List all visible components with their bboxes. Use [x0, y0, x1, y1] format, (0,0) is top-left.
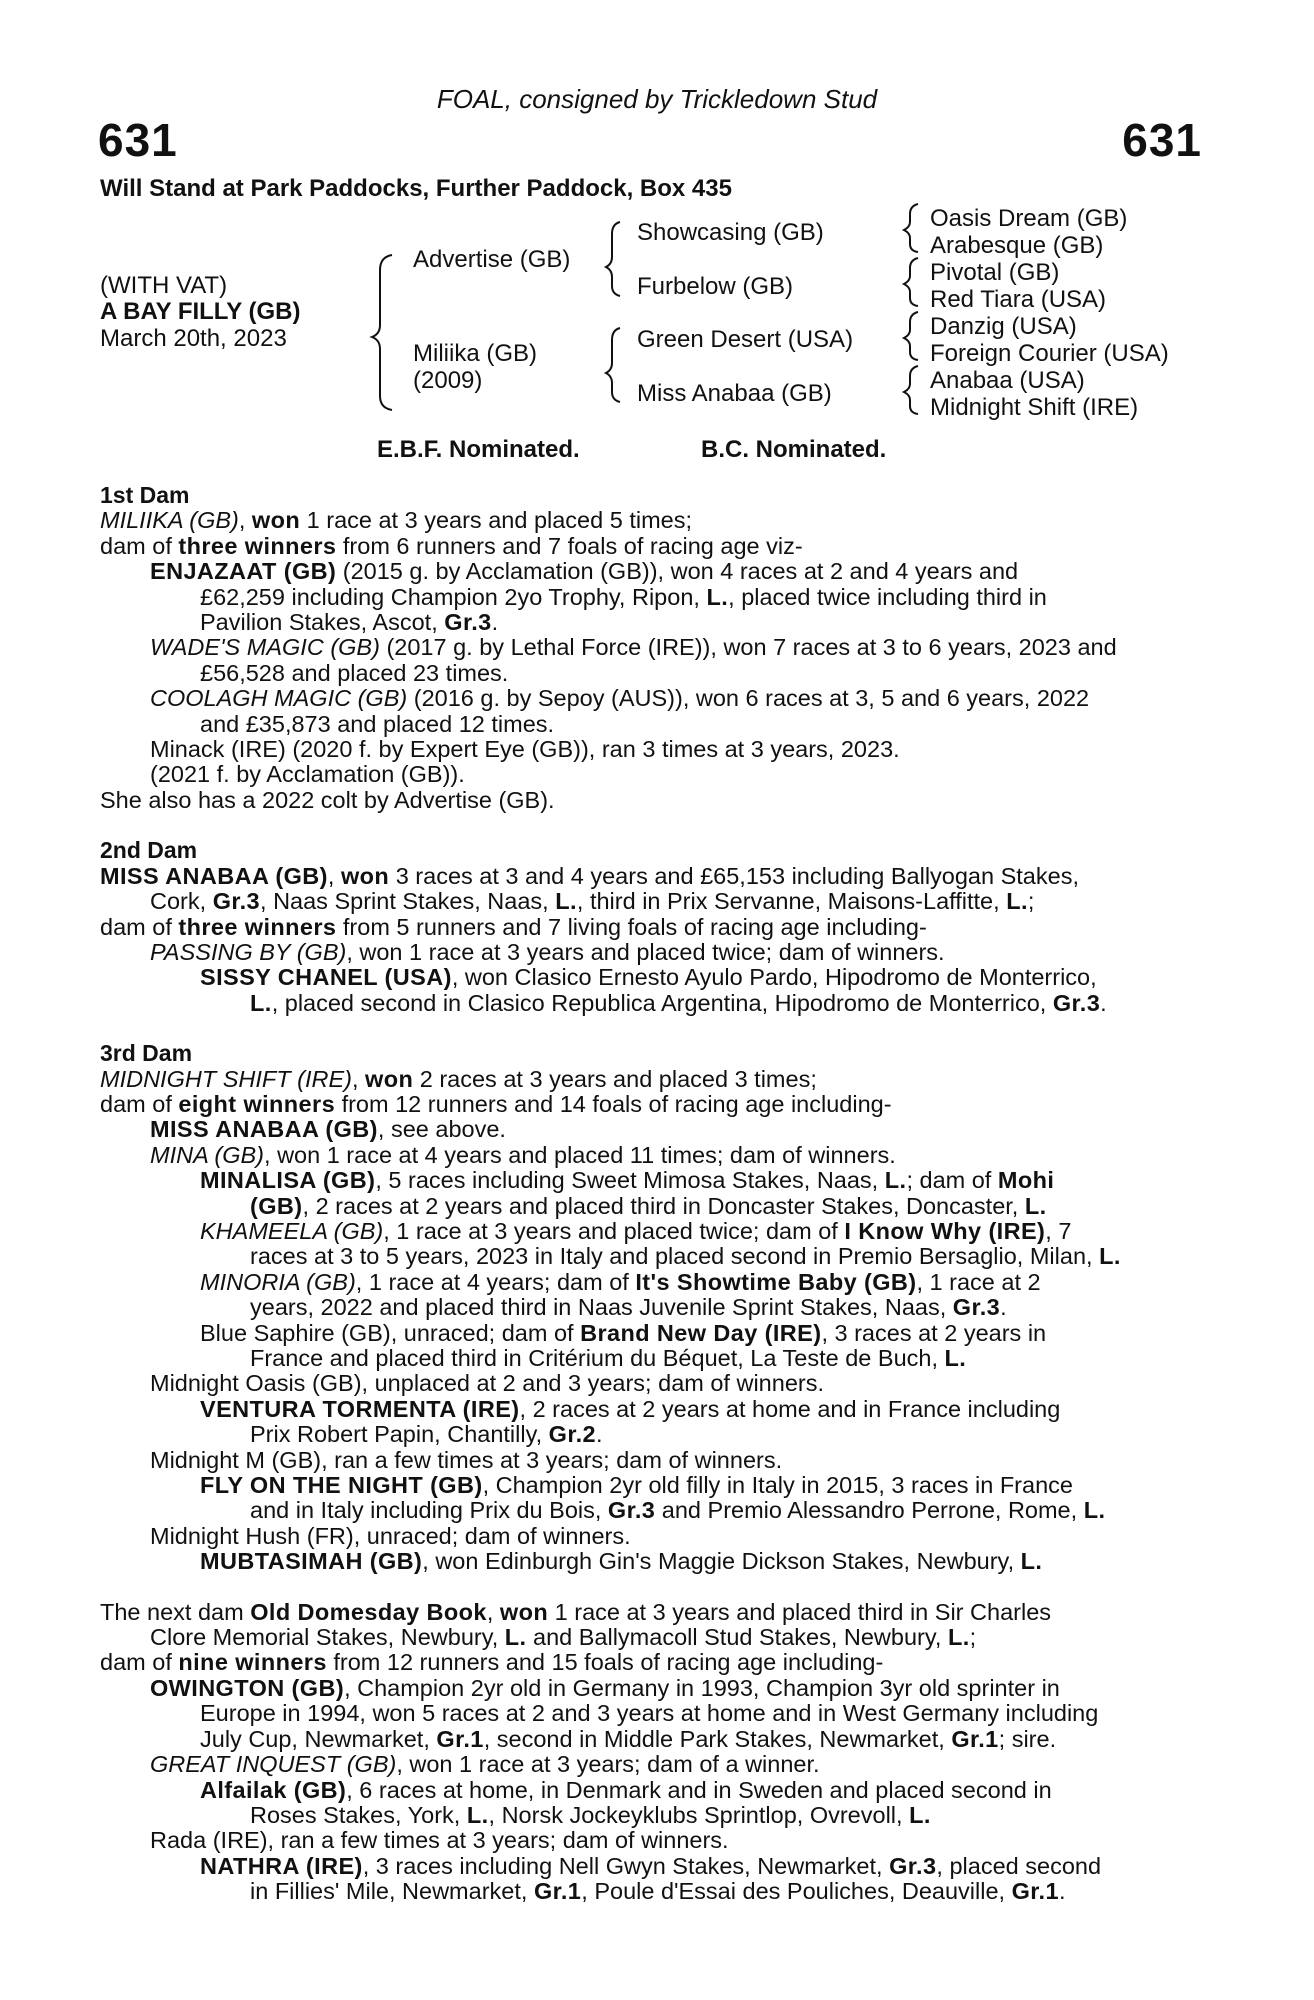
progeny-name: MINORIA (GB) [200, 1268, 356, 1295]
ggp-3: Pivotal (GB) [930, 259, 1060, 286]
first-dam-line: Minack (IRE) (2020 f. by Expert Eye (GB)), ran 3 times at 3 years, 2023. [150, 736, 900, 763]
progeny-name: GREAT INQUEST (GB) [150, 1751, 397, 1778]
next-dam-line: Roses Stakes, York, L., Norsk Jockeyklubs Sprintlop, Ovrevoll, L. [250, 1801, 931, 1828]
progeny-name: COOLAGH MAGIC (GB) [150, 685, 408, 712]
progeny-name: MINALISA (GB) [200, 1167, 376, 1194]
next-dam-line: Alfailak (GB), 6 races at home, in Denmark and in Sweden and placed second in [200, 1776, 1052, 1803]
next-dam-line: The next dam Old Domesday Book, won 1 race at 3 years and placed third in Sir Charles [100, 1598, 1052, 1625]
first-dam-line: MILIIKA (GB), won 1 race at 3 years and placed 5 times; [100, 507, 692, 534]
third-dam-line: Blue Saphire (GB), unraced; dam of Brand New Day (IRE), 3 races at 2 years in [200, 1319, 1047, 1346]
sire-dam: Furbelow (GB) [637, 273, 794, 300]
first-dam-line: (2021 f. by Acclamation (GB)). [150, 761, 465, 788]
ggp-4: Red Tiara (USA) [930, 286, 1107, 313]
next-dam-line: Rada (IRE), ran a few times at 3 years; dam of winners. [150, 1827, 729, 1854]
third-dam-line: VENTURA TORMENTA (IRE), 2 races at 2 years at home and in France including [200, 1395, 1061, 1422]
next-dam-line: dam of nine winners from 12 runners and 15 foals of racing age including- [100, 1649, 884, 1676]
progeny-name: FLY ON THE NIGHT (GB) [200, 1472, 483, 1499]
next-dam-line: NATHRA (IRE), 3 races including Nell Gwyn Stakes, Newmarket, Gr.3, placed second [200, 1852, 1102, 1879]
sire-sire: Showcasing (GB) [637, 219, 824, 246]
next-dam-line: GREAT INQUEST (GB), won 1 race at 3 years; dam of a winner. [150, 1751, 820, 1778]
dam-year: (2009) [413, 367, 483, 394]
progeny-name: MUBTASIMAH (GB) [200, 1548, 423, 1575]
first-dam-line: £62,259 including Champion 2yo Trophy, Ripon, L., placed twice including third in [200, 583, 1047, 610]
dam-sire: Green Desert (USA) [637, 326, 854, 353]
first-dam-line: Pavilion Stakes, Ascot, Gr.3. [200, 609, 499, 636]
progeny-name: VENTURA TORMENTA (IRE) [200, 1395, 520, 1422]
second-dam-line: PASSING BY (GB), won 1 race at 3 years and placed twice; dam of winners. [150, 938, 945, 965]
second-dam-line: MISS ANABAA (GB), won 3 races at 3 and 4 years and £65,153 including Ballyogan Stakes, [100, 862, 1079, 889]
third-dam-line: races at 3 to 5 years, 2023 in Italy and placed second in Premio Bersaglio, Milan, L. [250, 1243, 1121, 1270]
progeny-name: ENJAZAAT (GB) [150, 558, 337, 585]
ggp-7: Anabaa (USA) [930, 367, 1085, 394]
second-dam-line: dam of three winners from 5 runners and 7 living foals of racing age including- [100, 913, 927, 940]
next-dam-line: OWINGTON (GB), Champion 2yr old in Germany in 1993, Champion 3yr old sprinter in [150, 1674, 1060, 1701]
ggp-2: Arabesque (GB) [930, 232, 1104, 259]
ggp-1: Oasis Dream (GB) [930, 205, 1128, 232]
dam-name: MISS ANABAA (GB) [100, 862, 328, 889]
ggp-5: Danzig (USA) [930, 313, 1077, 340]
third-dam-line: MIDNIGHT SHIFT (IRE), won 2 races at 3 years and placed 3 times; [100, 1065, 817, 1092]
progeny-name: MINA (GB) [150, 1141, 265, 1168]
progeny-name: SISSY CHANEL (USA) [200, 964, 452, 991]
dam-dam: Miss Anabaa (GB) [637, 380, 832, 407]
next-dam-line: in Fillies' Mile, Newmarket, Gr.1, Poule d'Essai des Pouliches, Deauville, Gr.1. [250, 1878, 1066, 1905]
progeny-name: MISS ANABAA (GB) [150, 1116, 378, 1143]
catalogue-body [100, 483, 1205, 1905]
first-dam-line: She also has a 2022 colt by Advertise (GB). [100, 786, 555, 813]
lot-number-left: 631 [98, 114, 178, 166]
second-dam-line: Cork, Gr.3, Naas Sprint Stakes, Naas, L., third in Prix Servanne, Maisons-Laffitte, L.; [150, 888, 1035, 915]
ggp-8: Midnight Shift (IRE) [930, 394, 1139, 421]
consigner-line: FOAL, consigned by Trickledown Stud [436, 84, 878, 114]
stand-location: Will Stand at Park Paddocks, Further Paddock, Box 435 [100, 175, 732, 202]
first-dam-line: £56,528 and placed 23 times. [200, 659, 509, 686]
first-dam-line: WADE'S MAGIC (GB) (2017 g. by Lethal Force (IRE)), won 7 races at 3 to 6 years, 2023 and [150, 634, 1117, 661]
dam-name: Old Domesday Book [250, 1598, 487, 1625]
third-dam-line: MINALISA (GB), 5 races including Sweet Mimosa Stakes, Naas, L.; dam of Mohi [200, 1167, 1055, 1194]
progeny-name: OWINGTON (GB) [150, 1674, 345, 1701]
third-dam-line: MISS ANABAA (GB), see above. [150, 1116, 506, 1143]
progeny-name: NATHRA (IRE) [200, 1852, 363, 1879]
third-dam-line: MINA (GB), won 1 race at 4 years and placed 11 times; dam of winners. [150, 1141, 896, 1168]
dam-name: MILIIKA (GB) [100, 507, 239, 534]
second-dam-line: SISSY CHANEL (USA), won Clasico Ernesto Ayulo Pardo, Hipodromo de Monterrico, [200, 964, 1097, 991]
third-dam-line: KHAMEELA (GB), 1 race at 3 years and placed twice; dam of I Know Why (IRE), 7 [200, 1217, 1072, 1244]
ebf-nomination: E.B.F. Nominated. [377, 436, 580, 463]
subject-title: A BAY FILLY (GB) [100, 298, 301, 325]
progeny-name: PASSING BY (GB) [150, 938, 347, 965]
third-dam-line: MINORIA (GB), 1 race at 4 years; dam of It's Showtime Baby (GB), 1 race at 2 [200, 1268, 1041, 1295]
third-dam-line: (GB), 2 races at 2 years and placed third in Doncaster Stakes, Doncaster, L. [250, 1192, 1047, 1219]
third-dam-line: years, 2022 and placed third in Naas Juvenile Sprint Stakes, Naas, Gr.3. [250, 1294, 1007, 1321]
third-dam-line: France and placed third in Critérium du Béquet, La Teste de Buch, L. [250, 1345, 967, 1371]
sire: Advertise (GB) [413, 246, 571, 273]
third-dam-line: dam of eight winners from 12 runners and 14 foals of racing age including- [100, 1090, 892, 1117]
third-dam-line: and in Italy including Prix du Bois, Gr.3 and Premio Alessandro Perrone, Rome, L. [250, 1497, 1106, 1524]
third-dam-line: Midnight M (GB), ran a few times at 3 years; dam of winners. [150, 1446, 783, 1473]
first-dam-line: dam of three winners from 6 runners and 7 foals of racing age viz- [100, 532, 803, 559]
third-dam-line: Prix Robert Papin, Chantilly, Gr.2. [250, 1421, 603, 1448]
first-dam-line: ENJAZAAT (GB) (2015 g. by Acclamation (GB)), won 4 races at 2 and 4 years and [150, 558, 1019, 585]
second-dam-line: L., placed second in Clasico Republica Argentina, Hipodromo de Monterrico, Gr.3. [250, 989, 1107, 1016]
first-dam-line: and £35,873 and placed 12 times. [200, 710, 555, 737]
third-dam-heading: 3rd Dam [100, 1040, 193, 1067]
ggp-6: Foreign Courier (USA) [930, 340, 1169, 367]
third-dam-line: Midnight Hush (FR), unraced; dam of winners. [150, 1522, 631, 1549]
first-dam-heading: 1st Dam [100, 482, 190, 508]
third-dam-line: MUBTASIMAH (GB), won Edinburgh Gin's Maggie Dickson Stakes, Newbury, L. [200, 1548, 1043, 1575]
progeny-name: Alfailak (GB) [200, 1776, 347, 1803]
lot-number-right: 631 [1122, 114, 1202, 166]
third-dam-line: FLY ON THE NIGHT (GB), Champion 2yr old filly in Italy in 2015, 3 races in France [200, 1472, 1073, 1499]
progeny-name: WADE'S MAGIC (GB) [150, 634, 380, 661]
third-dam-line: Midnight Oasis (GB), unplaced at 2 and 3 years; dam of winners. [150, 1370, 824, 1397]
first-dam-line: COOLAGH MAGIC (GB) (2016 g. by Sepoy (AUS)), won 6 races at 3, 5 and 6 years, 2022 [150, 685, 1090, 712]
second-dam-heading: 2nd Dam [100, 837, 198, 864]
bc-nomination: B.C. Nominated. [701, 436, 887, 463]
vat-note: (WITH VAT) [100, 272, 228, 299]
foaling-date: March 20th, 2023 [100, 325, 287, 352]
dam-name: MIDNIGHT SHIFT (IRE) [100, 1065, 352, 1092]
progeny-name: KHAMEELA (GB) [200, 1217, 384, 1244]
dam: Miliika (GB) [413, 340, 537, 367]
next-dam-line: July Cup, Newmarket, Gr.1, second in Middle Park Stakes, Newmarket, Gr.1; sire. [200, 1725, 1057, 1752]
next-dam-line: Clore Memorial Stakes, Newbury, L. and Ballymacoll Stud Stakes, Newbury, L.; [150, 1624, 977, 1651]
next-dam-line: Europe in 1994, won 5 races at 2 and 3 years at home and in West Germany including [200, 1700, 1099, 1727]
